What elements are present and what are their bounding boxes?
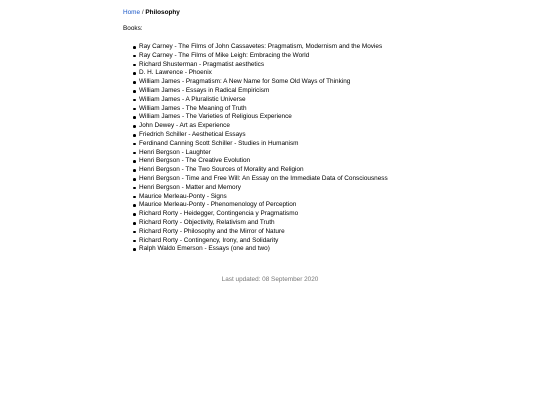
book-list-item: Henri Bergson - Laughter — [139, 149, 423, 158]
breadcrumb-current-page: Philosophy — [145, 9, 180, 16]
breadcrumb-separator: / — [141, 9, 144, 16]
last-updated-footer: Last updated: 08 September 2020 — [221, 276, 319, 283]
book-list-item: John Dewey - Art as Experience — [139, 122, 423, 131]
book-list-item: Henri Bergson - The Two Sources of Morality and Religion — [139, 166, 423, 175]
book-list-item: Ray Carney - The Films of John Cassavetes: Pragmatism, Modernism and the Movies — [139, 43, 423, 52]
book-list-item: William James - A Pluralistic Universe — [139, 96, 423, 105]
book-list-item: Richard Rorty - Contingency, Irony, and Solidarity — [139, 237, 423, 246]
book-list-item: William James - The Varieties of Religious Experience — [139, 113, 423, 122]
breadcrumb — [123, 8, 423, 17]
book-list-item: D. H. Lawrence - Phoenix — [139, 69, 423, 78]
book-list-item: William James - Essays in Radical Empiricism — [139, 87, 423, 96]
book-list-item: Richard Rorty - Heidegger, Contingencia y Pragmatismo — [139, 210, 423, 219]
book-list-item: Ralph Waldo Emerson - Essays (one and two) — [139, 245, 423, 254]
books-heading: Books: — [123, 25, 143, 32]
page-content — [123, 8, 423, 254]
book-list-item: Friedrich Schiller - Aesthetical Essays — [139, 131, 423, 140]
book-list — [123, 43, 423, 254]
book-list-item: William James - Pragmatism: A New Name for Some Old Ways of Thinking — [139, 78, 423, 87]
book-list-item: Henri Bergson - The Creative Evolution — [139, 157, 423, 166]
book-list-item: Maurice Merleau-Ponty - Signs — [139, 193, 423, 202]
book-list-item: William James - The Meaning of Truth — [139, 105, 423, 114]
book-list-item: Maurice Merleau-Ponty - Phenomenology of Perception — [139, 201, 423, 210]
book-list-item: Ferdinand Canning Scott Schiller - Studies in Humanism — [139, 140, 423, 149]
book-list-item: Henri Bergson - Time and Free Will: An Essay on the Immediate Data of Consciousness — [139, 175, 423, 184]
book-list-item: Richard Shusterman - Pragmatist aesthetics — [139, 61, 423, 70]
breadcrumb-home-link[interactable]: Home — [123, 9, 141, 16]
book-list-item: Richard Rorty - Philosophy and the Mirror of Nature — [139, 228, 423, 237]
book-list-item: Ray Carney - The Films of Mike Leigh: Embracing the World — [139, 52, 423, 61]
book-list-item: Henri Bergson - Matter and Memory — [139, 184, 423, 193]
book-list-item: Richard Rorty - Objectivity, Relativism and Truth — [139, 219, 423, 228]
